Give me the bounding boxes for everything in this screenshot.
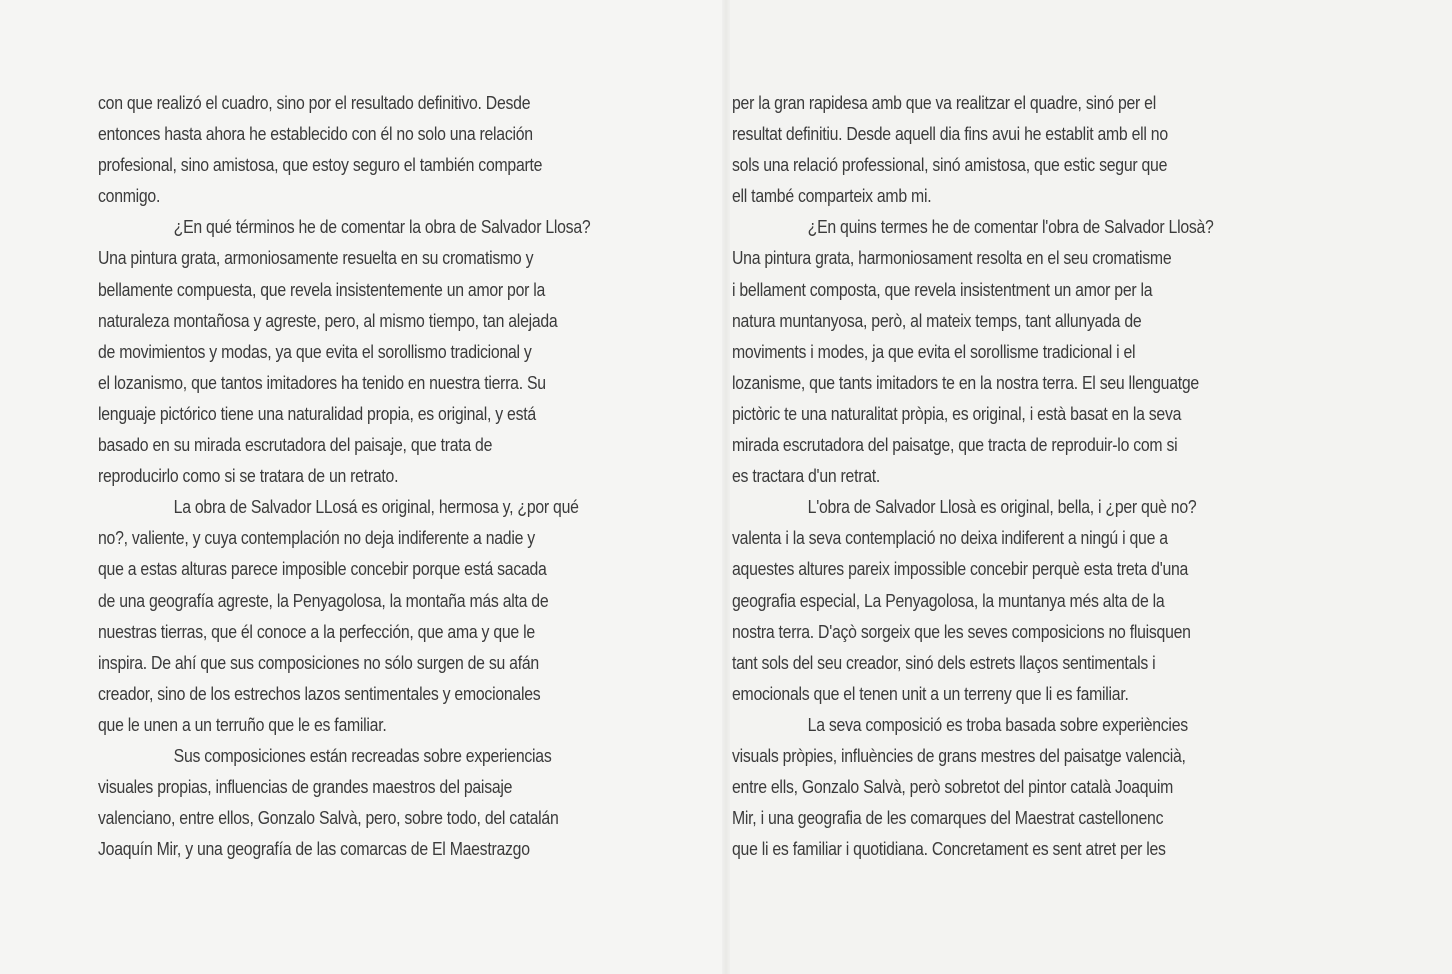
text-line: resultat definitiu. Desde aquell dia fins avui he establit amb ell no	[732, 123, 1168, 145]
text-line: Una pintura grata, harmoniosament resolta en el seu cromatisme	[732, 247, 1172, 269]
right-text-column	[732, 87, 1322, 864]
text-line: que a estas alturas parece imposible concebir porque está sacada	[98, 558, 547, 580]
text-line: moviments i modes, ja que evita el sorollisme tradicional i el	[732, 340, 1136, 362]
text-line: profesional, sino amistosa, que estoy seguro el también comparte	[98, 154, 543, 176]
text-line: es tractara d'un retrat.	[732, 465, 881, 487]
text-line: visuals pròpies, influències de grans mestres del paisatge valencià,	[732, 744, 1186, 766]
text-line: valenta i la seva contemplació no deixa indiferent a ningú i que a	[732, 527, 1168, 549]
text-line: mirada escrutadora del paisatge, que tracta de reproduir-lo com si	[732, 434, 1178, 456]
text-line: ¿En qué términos he de comentar la obra de Salvador Llosa?	[173, 216, 591, 238]
text-line: naturaleza montañosa y agreste, pero, al mismo tiempo, tan alejada	[98, 309, 558, 331]
text-line: valenciano, entre ellos, Gonzalo Salvà, pero, sobre todo, del catalán	[98, 807, 559, 829]
text-line: conmigo.	[98, 185, 161, 207]
text-line: per la gran rapidesa amb que va realitzar el quadre, sinó per el	[732, 92, 1156, 113]
text-line: emocionals que el tenen unit a un terreny que li es familiar.	[732, 682, 1129, 704]
text-line: natura muntanyosa, però, al mateix temps, tant allunyada de	[732, 309, 1142, 331]
text-line: i bellament composta, que revela insistentment un amor per la	[732, 278, 1153, 300]
text-line: basado en su mirada escrutadora del paisaje, que trata de	[98, 434, 493, 456]
text-line: geografia especial, La Penyagolosa, la muntanya més alta de la	[732, 589, 1165, 611]
text-line: pictòric te una naturalitat pròpia, es original, i està basat en la seva	[732, 402, 1182, 424]
text-line: que le unen a un terruño que le es familiar.	[98, 713, 387, 735]
text-line: lozanisme, que tants imitadors te en la nostra terra. El seu llenguatge	[732, 371, 1199, 393]
text-line: con que realizó el cuadro, sino por el resultado definitivo. Desde	[98, 92, 531, 113]
text-line: entre ells, Gonzalo Salvà, però sobretot del pintor català Joaquim	[732, 776, 1174, 798]
text-line: sols una relació professional, sinó amistosa, que estic segur que	[732, 154, 1168, 176]
text-line: creador, sino de los estrechos lazos sentimentales y emocionales	[98, 682, 541, 704]
text-line: entonces hasta ahora he establecido con él no solo una relación	[98, 123, 533, 145]
text-line: el lozanismo, que tantos imitadores ha tenido en nuestra tierra. Su	[98, 371, 546, 393]
text-line: L'obra de Salvador Llosà es original, bella, i ¿per què no?	[807, 496, 1197, 518]
text-line: nuestras tierras, que él conoce a la perfección, que ama y que le	[98, 620, 535, 642]
text-line: de una geografía agreste, la Penyagolosa, la montaña más alta de	[98, 589, 549, 611]
text-line: inspira. De ahí que sus composiciones no sólo surgen de su afán	[98, 651, 539, 673]
text-line: lenguaje pictórico tiene una naturalidad propia, es original, y está	[98, 402, 536, 424]
text-line: Joaquín Mir, y una geografía de las comarcas de El Maestrazgo	[98, 838, 530, 860]
left-text-column	[98, 87, 688, 864]
text-line: nostra terra. D'açò sorgeix que les seves composicions no fluisquen	[732, 620, 1191, 642]
text-line: Sus composiciones están recreadas sobre experiencias	[173, 744, 552, 766]
text-line: ell també comparteix amb mi.	[732, 185, 932, 207]
text-line: no?, valiente, y cuya contemplación no deja indiferente a nadie y	[98, 527, 535, 549]
text-line: ¿En quins termes he de comentar l'obra de Salvador Llosà?	[807, 216, 1214, 238]
text-line: La seva composició es troba basada sobre experiències	[807, 713, 1188, 735]
page-gutter	[722, 0, 730, 974]
text-line: que li es familiar i quotidiana. Concretament es sent atret per les	[732, 838, 1166, 860]
text-line: reproducirlo como si se tratara de un retrato.	[98, 465, 399, 487]
text-line: Mir, i una geografia de les comarques del Maestrat castellonenc	[732, 807, 1164, 829]
text-line: bellamente compuesta, que revela insistentemente un amor por la	[98, 278, 546, 300]
text-line: visuales propias, influencias de grandes maestros del paisaje	[98, 776, 513, 798]
text-line: aquestes altures pareix impossible concebir perquè esta treta d'una	[732, 558, 1189, 580]
text-line: de movimientos y modas, ya que evita el sorollismo tradicional y	[98, 340, 532, 362]
text-line: La obra de Salvador LLosá es original, hermosa y, ¿por qué	[173, 496, 579, 518]
text-line: tant sols del seu creador, sinó dels estrets llaços sentimentals i	[732, 651, 1156, 673]
text-line: Una pintura grata, armoniosamente resuelta en su cromatismo y	[98, 247, 534, 269]
